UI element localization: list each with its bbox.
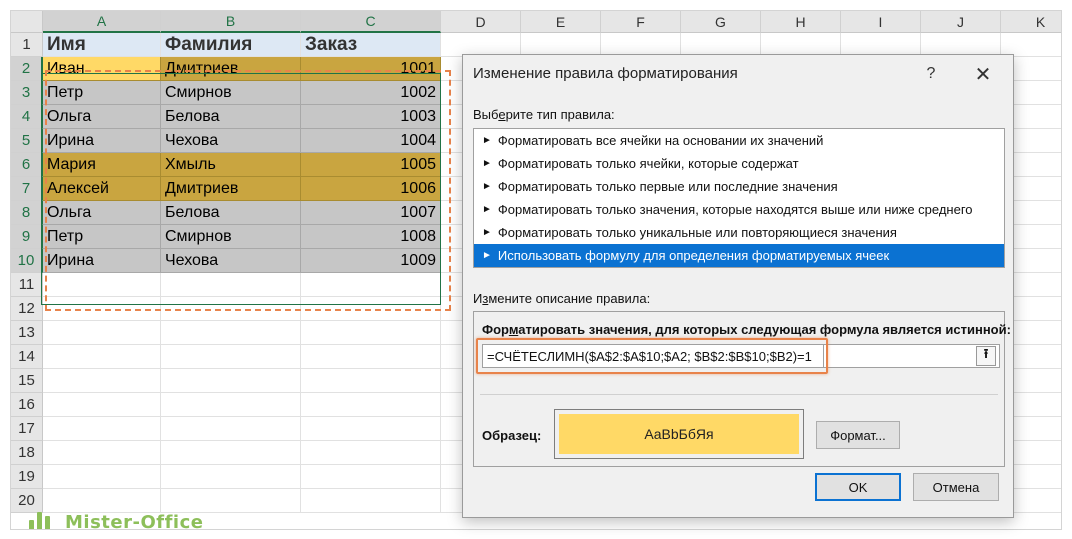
- row-header-10[interactable]: 10: [11, 249, 43, 273]
- table-cell-surname[interactable]: Дмитриев: [161, 177, 301, 201]
- row-header-11[interactable]: 11: [11, 273, 43, 297]
- row-header-14[interactable]: 14: [11, 345, 43, 369]
- help-icon[interactable]: ?: [926, 65, 936, 82]
- row-header-2[interactable]: 2: [11, 57, 43, 81]
- empty-cell[interactable]: [43, 393, 161, 417]
- dialog-title: Изменение правила форматирования: [473, 65, 738, 82]
- empty-cell[interactable]: [301, 321, 441, 345]
- row-header-6[interactable]: 6: [11, 153, 43, 177]
- table-cell-name[interactable]: Мария: [43, 153, 161, 177]
- column-header-d[interactable]: D: [441, 11, 521, 33]
- row-header-13[interactable]: 13: [11, 321, 43, 345]
- empty-cell[interactable]: [161, 345, 301, 369]
- edit-desc-label-text: Измените описание правила:: [473, 291, 651, 306]
- bullet-icon: ►: [482, 158, 492, 169]
- column-header-c[interactable]: C: [301, 11, 441, 33]
- table-cell-order[interactable]: 1005: [301, 153, 441, 177]
- divider: [480, 394, 998, 395]
- empty-cell[interactable]: [161, 417, 301, 441]
- rule-type-label-text: Форматировать только первые или последние значения: [497, 179, 838, 194]
- empty-cell[interactable]: [161, 393, 301, 417]
- column-header-j[interactable]: J: [921, 11, 1001, 33]
- empty-cell[interactable]: [301, 345, 441, 369]
- rule-type-label-text: Форматировать все ячейки на основании их значений: [497, 133, 824, 148]
- empty-cell[interactable]: [161, 441, 301, 465]
- table-cell-name[interactable]: Ирина: [43, 249, 161, 273]
- table-cell-name[interactable]: Ирина: [43, 129, 161, 153]
- edit-formatting-rule-dialog[interactable]: [462, 54, 1014, 518]
- empty-cell[interactable]: [43, 369, 161, 393]
- table-cell-name[interactable]: Алексей: [43, 177, 161, 201]
- column-header-i[interactable]: I: [841, 11, 921, 33]
- empty-cell[interactable]: [161, 321, 301, 345]
- row-header-8[interactable]: 8: [11, 201, 43, 225]
- watermark-text: Mister-Office: [65, 511, 204, 530]
- table-cell-surname[interactable]: Хмыль: [161, 153, 301, 177]
- close-icon[interactable]: ✕: [974, 63, 992, 86]
- formula-input[interactable]: =СЧЁТЕСЛИМН($A$2:$A$10;$A2; $B$2:$B$10;$B2)=1: [482, 344, 824, 368]
- table-cell-surname[interactable]: Белова: [161, 105, 301, 129]
- header-cell-name[interactable]: Имя: [43, 33, 161, 57]
- empty-cell[interactable]: [301, 369, 441, 393]
- table-cell-name[interactable]: Иван: [43, 57, 161, 81]
- bullet-icon: ►: [482, 204, 492, 215]
- watermark-logo-icon: [29, 510, 59, 530]
- rule-type-label-text: Форматировать только значения, которые находятся выше или ниже среднего: [497, 202, 973, 217]
- select-all-corner[interactable]: [11, 11, 43, 33]
- preview-label: Образец:: [482, 428, 542, 443]
- row-header-19[interactable]: 19: [11, 465, 43, 489]
- formula-label-text: Форматировать значения, для которых следующая формула является истинной:: [482, 322, 1011, 337]
- row-header-5[interactable]: 5: [11, 129, 43, 153]
- row-header-7[interactable]: 7: [11, 177, 43, 201]
- table-cell-surname[interactable]: Чехова: [161, 249, 301, 273]
- row-header-4[interactable]: 4: [11, 105, 43, 129]
- empty-cell[interactable]: [43, 345, 161, 369]
- edit-description-label: [473, 291, 650, 306]
- rule-type-option[interactable]: [474, 198, 1004, 221]
- table-cell-order[interactable]: 1003: [301, 105, 441, 129]
- column-header-g[interactable]: G: [681, 11, 761, 33]
- rule-type-option[interactable]: [474, 152, 1004, 175]
- row-header-18[interactable]: 18: [11, 441, 43, 465]
- table-cell-order[interactable]: 1006: [301, 177, 441, 201]
- row-header-9[interactable]: 9: [11, 225, 43, 249]
- header-cell-order[interactable]: Заказ: [301, 33, 441, 57]
- table-cell-order[interactable]: 1004: [301, 129, 441, 153]
- empty-cell[interactable]: [301, 489, 441, 513]
- row-header-17[interactable]: 17: [11, 417, 43, 441]
- empty-cell[interactable]: [301, 441, 441, 465]
- table-cell-order[interactable]: 1008: [301, 225, 441, 249]
- column-header-h[interactable]: H: [761, 11, 841, 33]
- table-cell-name[interactable]: Ольга: [43, 105, 161, 129]
- row-header-20[interactable]: 20: [11, 489, 43, 513]
- format-button[interactable]: Формат...: [816, 421, 900, 449]
- empty-cell[interactable]: [43, 465, 161, 489]
- column-header-b[interactable]: B: [161, 11, 301, 33]
- empty-cell[interactable]: [161, 369, 301, 393]
- preview-box: [554, 409, 804, 459]
- empty-cell[interactable]: [43, 321, 161, 345]
- table-cell-order[interactable]: 1002: [301, 81, 441, 105]
- row-header-12[interactable]: 12: [11, 297, 43, 321]
- table-cell-name[interactable]: Ольга: [43, 201, 161, 225]
- rule-type-list[interactable]: [473, 128, 1005, 268]
- row-header-1[interactable]: 1: [11, 33, 43, 57]
- empty-cell[interactable]: [301, 465, 441, 489]
- empty-cell[interactable]: [301, 393, 441, 417]
- rule-type-label-text: Выберите тип правила:: [473, 107, 615, 122]
- rule-type-option[interactable]: [474, 175, 1004, 198]
- collapse-dialog-icon[interactable]: ⭱: [976, 346, 996, 366]
- preview-sample: AaBbБбЯя: [559, 414, 799, 454]
- formula-highlight-frame: [476, 338, 828, 374]
- rule-type-option[interactable]: [474, 129, 1004, 152]
- bullet-icon: ►: [482, 135, 492, 146]
- empty-cell[interactable]: [43, 417, 161, 441]
- rule-type-label-text: Использовать формулу для определения форматируемых ячеек: [497, 248, 890, 263]
- column-header-e[interactable]: E: [521, 11, 601, 33]
- rule-type-option[interactable]: [474, 244, 1004, 267]
- table-cell-name[interactable]: Петр: [43, 225, 161, 249]
- ok-button[interactable]: OK: [815, 473, 901, 501]
- cancel-button[interactable]: Отмена: [913, 473, 999, 501]
- table-cell-order[interactable]: 1007: [301, 201, 441, 225]
- rule-type-label-text: Форматировать только ячейки, которые содержат: [497, 156, 799, 171]
- bullet-icon: ►: [482, 181, 492, 192]
- rule-description-panel: [473, 311, 1011, 467]
- column-header-a[interactable]: A: [43, 11, 161, 33]
- table-cell-name[interactable]: Петр: [43, 81, 161, 105]
- empty-cell[interactable]: [301, 417, 441, 441]
- bullet-icon: ►: [482, 227, 492, 238]
- table-cell-surname[interactable]: Смирнов: [161, 81, 301, 105]
- table-cell-surname[interactable]: Дмитриев: [161, 57, 301, 81]
- column-header-k[interactable]: K: [1001, 11, 1062, 33]
- watermark: [29, 508, 203, 530]
- formula-input-extension[interactable]: [824, 344, 1000, 368]
- formula-label: [482, 322, 1011, 337]
- rule-type-label-text: Форматировать только уникальные или повторяющиеся значения: [497, 225, 897, 240]
- column-header-f[interactable]: F: [601, 11, 681, 33]
- table-cell-surname[interactable]: Белова: [161, 201, 301, 225]
- copy-marquee-border: [45, 70, 451, 311]
- rule-type-option[interactable]: [474, 221, 1004, 244]
- rule-type-label: [473, 107, 615, 122]
- table-cell-surname[interactable]: Чехова: [161, 129, 301, 153]
- header-cell-surname[interactable]: Фамилия: [161, 33, 301, 57]
- bullet-icon: ►: [482, 250, 492, 261]
- empty-cell[interactable]: [43, 441, 161, 465]
- table-cell-surname[interactable]: Смирнов: [161, 225, 301, 249]
- row-header-15[interactable]: 15: [11, 369, 43, 393]
- row-header-3[interactable]: 3: [11, 81, 43, 105]
- row-header-16[interactable]: 16: [11, 393, 43, 417]
- empty-cell[interactable]: [161, 465, 301, 489]
- table-cell-order[interactable]: 1009: [301, 249, 441, 273]
- table-cell-order[interactable]: 1001: [301, 57, 441, 81]
